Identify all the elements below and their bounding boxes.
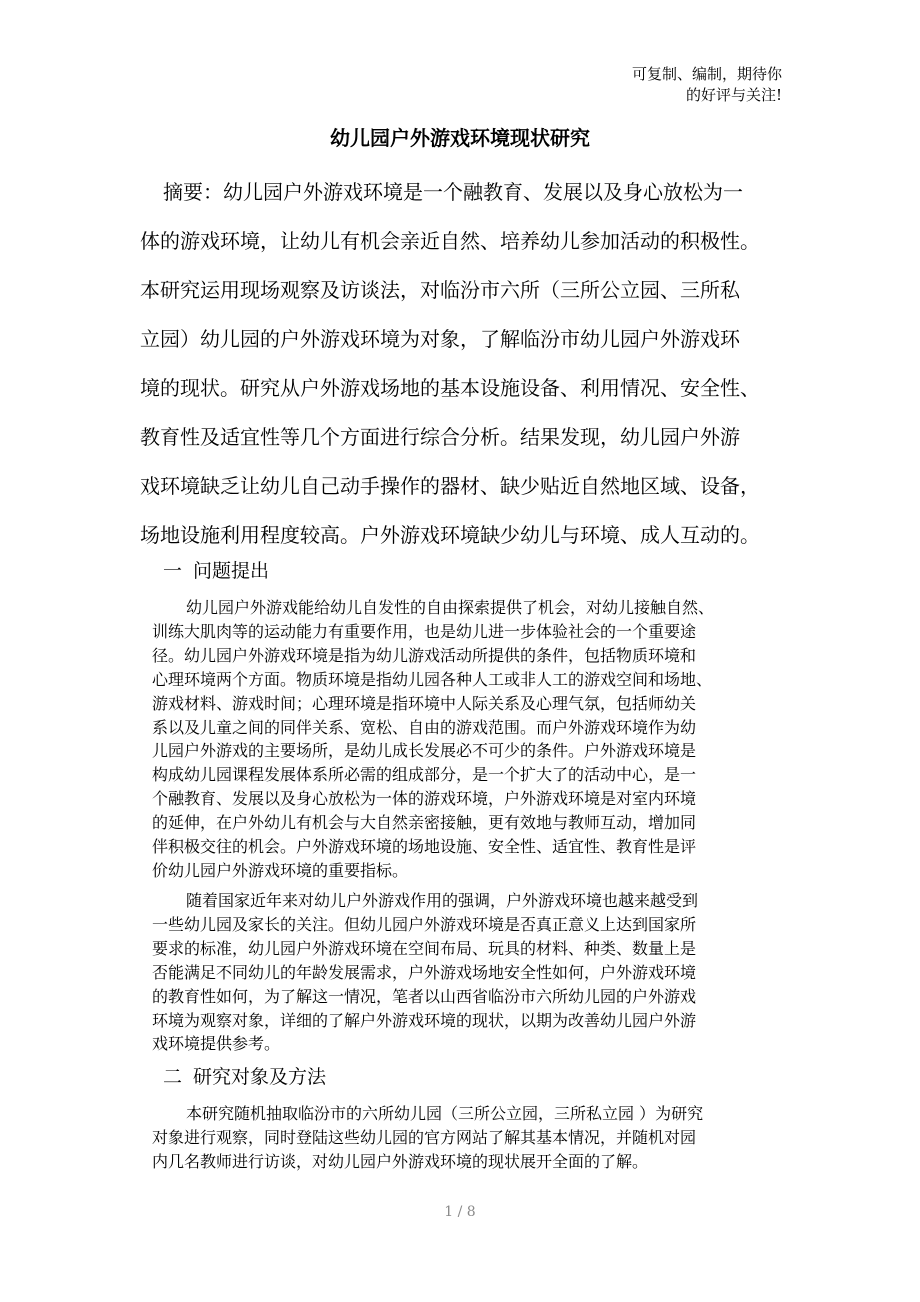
paragraph-line: 的延伸，在户外幼儿有机会与大自然亲密接触，更有效地与教师互动，增加同 xyxy=(152,813,697,833)
abstract-line: 立园）幼儿园的户外游戏环境为对象，了解临汾市幼儿园户外游戏环 xyxy=(140,327,740,351)
section-title: 研究对象及方法 xyxy=(193,1066,327,1088)
section-number: 二 xyxy=(163,1066,183,1088)
section-heading-1 xyxy=(163,558,269,584)
paragraph-line: 个融教育、发展以及身心放松为一体的游戏环境，户外游戏环境是对室内环境 xyxy=(152,789,697,809)
section-title: 问题提出 xyxy=(193,560,270,582)
paragraph-line: 幼儿园户外游戏能给幼儿自发性的自由探索提供了机会，对幼儿接触自然、 xyxy=(186,598,715,617)
paragraph-line: 要求的标准，幼儿园户外游戏环境在空间布局、玩具的材料、种类、数量上是 xyxy=(152,938,697,958)
abstract-line: 戏环境缺乏让幼儿自己动手操作的器材、缺少贴近自然地区域、设备， xyxy=(140,474,760,498)
section-heading-2 xyxy=(163,1064,326,1090)
header-note xyxy=(582,64,782,106)
section-1-paragraph-2 xyxy=(152,889,788,1056)
abstract-line: 本研究运用现场观察及访谈法，对临汾市六所（三所公立园、三所私 xyxy=(140,278,740,302)
abstract xyxy=(140,168,792,560)
paragraph-line: 随着国家近年来对幼儿户外游戏作用的强调，户外游戏环境也越来越受到 xyxy=(186,891,699,910)
abstract-line: 境的现状。研究从户外游戏场地的基本设施设备、利用情况、安全性、 xyxy=(140,376,760,400)
paragraph-line: 游戏材料、游戏时间；心理环境是指环境中人际关系及心理气氛，包括师幼关 xyxy=(152,693,697,713)
abstract-line: 场地设施利用程度较高。户外游戏环境缺少幼儿与环境、成人互动的。 xyxy=(140,523,760,547)
paragraph-line: 构成幼儿园课程发展体系所必需的组成部分，是一个扩大了的活动中心，是一 xyxy=(152,765,697,785)
document-title: 幼儿园户外游戏环境现状研究 xyxy=(330,126,590,150)
paragraph-line: 内几名教师进行访谈，对幼儿园户外游戏环境的现状展开全面的了解。 xyxy=(152,1151,649,1171)
paragraph-line: 否能满足不同幼儿的年龄发展需求，户外游戏场地安全性如何，户外游戏环境 xyxy=(152,962,697,982)
page-number: 1 / 8 xyxy=(444,1204,476,1220)
paragraph-line: 伴积极交往的机会。户外游戏环境的场地设施、安全性、适宜性、教育性是评 xyxy=(152,837,697,857)
paragraph-line: 环境为观察对象，详细的了解户外游戏环境的现状，以期为改善幼儿园户外游 xyxy=(152,1010,697,1030)
header-note-line-1: 可复制、编制，期待你 xyxy=(631,65,782,83)
section-number: 一 xyxy=(163,560,183,582)
abstract-line: 体的游戏环境，让幼儿有机会亲近自然、培养幼儿参加活动的积极性。 xyxy=(140,229,760,253)
header-note-line-2: 的好评与关注! xyxy=(685,86,782,104)
paragraph-line: 一些幼儿园及家长的关注。但幼儿园户外游戏环境是否真正意义上达到国家所 xyxy=(152,914,697,934)
section-2-paragraph-1 xyxy=(152,1102,788,1174)
paragraph-line: 的教育性如何，为了解这一情况，笔者以山西省临汾市六所幼儿园的户外游戏 xyxy=(152,986,697,1006)
paragraph-line: 对象进行观察，同时登陆这些幼儿园的官方网站了解其基本情况，并随机对园 xyxy=(152,1127,697,1147)
section-1-paragraph-1 xyxy=(152,596,788,883)
paragraph-line: 径。幼儿园户外游戏环境是指为幼儿游戏活动所提供的条件，包括物质环境和 xyxy=(152,645,697,665)
paragraph-line: 心理环境两个方面。物质环境是指幼儿园各种人工或非人工的游戏空间和场地、 xyxy=(152,669,713,689)
abstract-line: 摘要：幼儿园户外游戏环境是一个融教育、发展以及身心放松为一 xyxy=(163,180,743,204)
paragraph-line: 系以及儿童之间的同伴关系、宽松、自由的游戏范围。而户外游戏环境作为幼 xyxy=(152,717,697,737)
paragraph-line: 本研究随机抽取临汾市的六所幼儿园（三所公立园，三所私立园 ）为研究 xyxy=(186,1104,704,1123)
abstract-line: 教育性及适宜性等几个方面进行综合分析。结果发现，幼儿园户外游 xyxy=(140,425,740,449)
paragraph-line: 戏环境提供参考。 xyxy=(152,1034,281,1054)
paragraph-line: 训练大肌肉等的运动能力有重要作用，也是幼儿进一步体验社会的一个重要途 xyxy=(152,621,697,641)
paragraph-line: 儿园户外游戏的主要场所，是幼儿成长发展必不可少的条件。户外游戏环境是 xyxy=(152,741,697,761)
paragraph-line: 价幼儿园户外游戏环境的重要指标。 xyxy=(152,860,409,880)
